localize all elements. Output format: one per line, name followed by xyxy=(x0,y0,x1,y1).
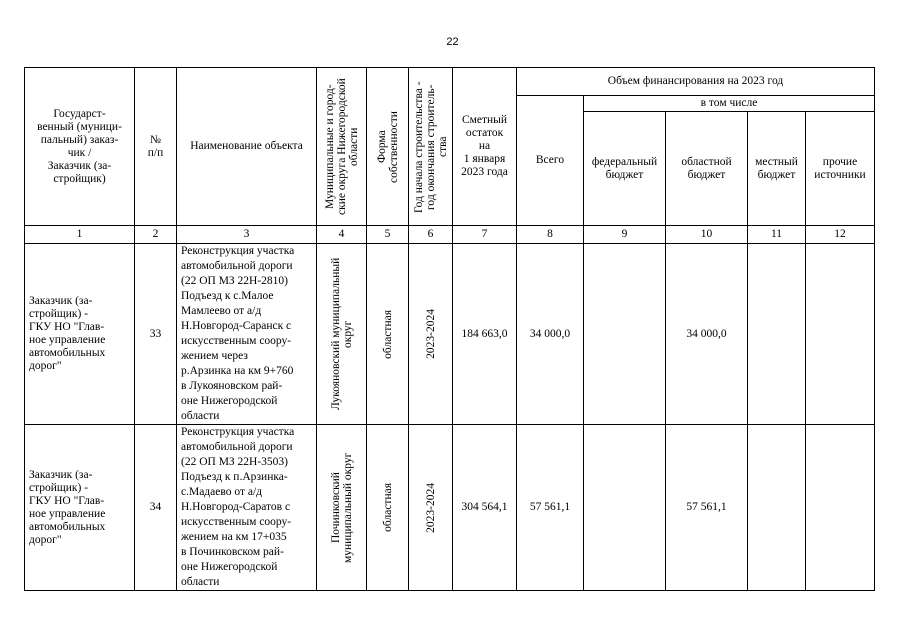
page-number: 22 xyxy=(446,36,459,48)
header-years: Год начала строительства - год окончания строитель- ства xyxy=(409,68,453,226)
row-customer: Заказчик (за- стройщик) - ГКУ НО "Глав- ное управление автомобильных дорог" xyxy=(25,425,135,591)
header-including: в том числе xyxy=(584,96,875,112)
row-customer: Заказчик (за- стройщик) - ГКУ НО "Глав- ное управление автомобильных дорог" xyxy=(25,244,135,425)
header-other: прочие источники xyxy=(806,112,875,226)
header-regional: областной бюджет xyxy=(666,112,748,226)
row-number: 34 xyxy=(135,425,177,591)
row-number: 33 xyxy=(135,244,177,425)
header-federal: федеральный бюджет xyxy=(584,112,666,226)
column-number: 11 xyxy=(748,226,806,244)
header-customer: Государст- венный (муници- пальный) заказ- чик / Заказчик (за- стройщик) xyxy=(25,68,135,226)
row-federal xyxy=(584,425,666,591)
row-local xyxy=(748,244,806,425)
header-local: местный бюджет xyxy=(748,112,806,226)
row-other xyxy=(806,244,875,425)
column-number: 8 xyxy=(517,226,584,244)
column-number: 12 xyxy=(806,226,875,244)
header-estimated-balance: Сметный остаток на 1 января 2023 года xyxy=(453,68,517,226)
row-district: Лукояновский муниципальный округ xyxy=(317,244,367,425)
column-number: 3 xyxy=(177,226,317,244)
row-federal xyxy=(584,244,666,425)
column-number: 7 xyxy=(453,226,517,244)
column-number: 10 xyxy=(666,226,748,244)
header-districts: Муниципальные и город- ские округа Нижегородской области xyxy=(317,68,367,226)
header-ownership: Форма собственности xyxy=(367,68,409,226)
table-row xyxy=(25,425,875,591)
row-regional: 57 561,1 xyxy=(666,425,748,591)
financing-table xyxy=(24,67,875,591)
column-number: 5 xyxy=(367,226,409,244)
row-local xyxy=(748,425,806,591)
row-object-name: Реконструкция участка автомобильной дороги (22 ОП МЗ 22Н-2810) Подъезд к с.Малое Мамлеево от а/д Н.Новгород-Саранск с искусственным соору- жением через р.Арзинка на км 9+760 в Лукояновском рай- оне Нижегородской области xyxy=(177,244,317,425)
column-number: 1 xyxy=(25,226,135,244)
row-other xyxy=(806,425,875,591)
row-regional: 34 000,0 xyxy=(666,244,748,425)
header-object-name: Наименование объекта xyxy=(177,68,317,226)
table-row xyxy=(25,244,875,425)
column-number: 9 xyxy=(584,226,666,244)
header-total: Всего xyxy=(517,96,584,226)
header-row-no: № п/п xyxy=(135,68,177,226)
row-district: Починковский муниципальный округ xyxy=(317,425,367,591)
column-number: 4 xyxy=(317,226,367,244)
row-balance: 184 663,0 xyxy=(453,244,517,425)
row-years: 2023-2024 xyxy=(409,244,453,425)
row-ownership: областная xyxy=(367,244,409,425)
column-number: 6 xyxy=(409,226,453,244)
row-balance: 304 564,1 xyxy=(453,425,517,591)
row-object-name: Реконструкция участка автомобильной дороги (22 ОП МЗ 22Н-3503) Подъезд к п.Арзинка- с.Мадаево от а/д Н.Новгород-Саратов с искусственным соору- жением на км 17+035 в Починковском рай- оне Нижегородской области xyxy=(177,425,317,591)
column-number: 2 xyxy=(135,226,177,244)
header-financing: Объем финансирования на 2023 год xyxy=(517,68,875,96)
column-numbers-row xyxy=(25,226,875,244)
row-years: 2023-2024 xyxy=(409,425,453,591)
row-total: 57 561,1 xyxy=(517,425,584,591)
row-total: 34 000,0 xyxy=(517,244,584,425)
row-ownership: областная xyxy=(367,425,409,591)
